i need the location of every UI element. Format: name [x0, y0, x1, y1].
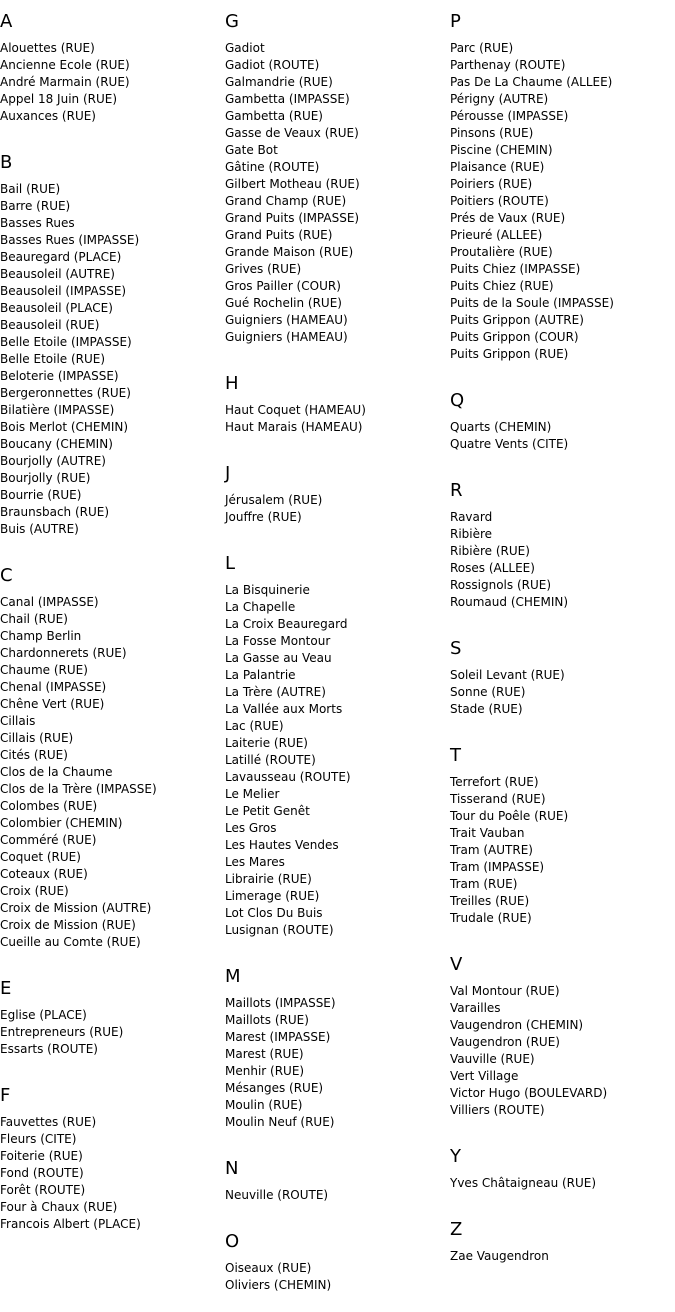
letter-group — [450, 734, 675, 943]
street-name: Lavausseau (ROUTE) — [225, 770, 351, 784]
street-name: Forêt (ROUTE) — [0, 1183, 86, 1197]
street-name: Basses Rues — [0, 216, 75, 230]
street-name: Bois Merlot (CHEMIN) — [0, 420, 129, 434]
column-3 — [450, 0, 675, 1281]
street-name: La Chapelle — [225, 600, 296, 614]
street-name: Prés de Vaux (RUE) — [450, 211, 566, 225]
street-name: Oiseaux (RUE) — [225, 1261, 312, 1275]
column-2 — [225, 0, 450, 1310]
street-name: La Gasse au Veau — [225, 651, 332, 665]
street-name: Gros Pailler (COUR) — [225, 279, 341, 293]
street-name: Gasse de Veaux (RUE) — [225, 126, 359, 140]
street-name: Canal (IMPASSE) — [0, 595, 99, 609]
street-name: Vert Village — [450, 1069, 519, 1083]
street-name: Haut Coquet (HAMEAU) — [225, 403, 366, 417]
street-name: Alouettes (RUE) — [0, 41, 95, 55]
letter-group — [450, 943, 675, 1135]
street-name: Puits Grippon (COUR) — [450, 330, 579, 344]
street-name: Poitiers (ROUTE) — [450, 194, 549, 208]
street-name: Lot Clos Du Buis — [225, 906, 323, 920]
street-name: Zae Vaugendron — [450, 1249, 549, 1263]
letter-group — [450, 1208, 675, 1281]
street-name: Val Montour (RUE) — [450, 984, 560, 998]
street-name: Puits Chiez (IMPASSE) — [450, 262, 581, 276]
street-name: Vaugendron (RUE) — [450, 1035, 560, 1049]
street-name: Bourrie (RUE) — [0, 488, 82, 502]
street-name: Buis (AUTRE) — [0, 522, 79, 536]
street-name: Latillé (ROUTE) — [225, 753, 316, 767]
street-name: Parthenay (ROUTE) — [450, 58, 566, 72]
letter-heading: F — [0, 1085, 11, 1106]
street-name: Lac (RUE) — [225, 719, 284, 733]
street-name: Foiterie (RUE) — [0, 1149, 83, 1163]
street-name: La Bisquinerie — [225, 583, 310, 597]
letter-group — [0, 141, 225, 554]
street-name: Beausoleil (IMPASSE) — [0, 284, 127, 298]
letter-heading: P — [450, 11, 461, 32]
letter-heading: T — [450, 745, 461, 766]
column-1 — [0, 0, 225, 1249]
letter-group — [225, 955, 450, 1147]
street-name: Poiriers (RUE) — [450, 177, 533, 191]
street-name: Puits Grippon (AUTRE) — [450, 313, 584, 327]
street-name: Croix (RUE) — [0, 884, 69, 898]
letter-heading: Q — [450, 390, 465, 411]
street-name: Bilatière (IMPASSE) — [0, 403, 115, 417]
street-name: Stade (RUE) — [450, 702, 523, 716]
street-name: Maillots (IMPASSE) — [225, 996, 336, 1010]
street-name: Menhir (RUE) — [225, 1064, 305, 1078]
street-name: Laiterie (RUE) — [225, 736, 308, 750]
letter-heading: J — [225, 463, 231, 484]
letter-group — [0, 1074, 225, 1249]
street-name: Guigniers (HAMEAU) — [225, 330, 348, 344]
street-name: Oliviers (CHEMIN) — [225, 1278, 332, 1292]
street-name: Librairie (RUE) — [225, 872, 312, 886]
letter-group — [450, 0, 675, 379]
letter-heading: N — [225, 1158, 239, 1179]
street-name: Soleil Levant (RUE) — [450, 668, 565, 682]
street-name: Le Petit Genêt — [225, 804, 310, 818]
street-name: Cités (RUE) — [0, 748, 68, 762]
street-name: Belle Etoile (IMPASSE) — [0, 335, 132, 349]
street-name: La Fosse Montour — [225, 634, 331, 648]
street-name: Belle Etoile (RUE) — [0, 352, 106, 366]
street-name: Beausoleil (PLACE) — [0, 301, 113, 315]
street-name: Gadiot — [225, 41, 265, 55]
street-name: Sonne (RUE) — [450, 685, 526, 699]
letter-group — [225, 1220, 450, 1310]
street-name: Jouffre (RUE) — [225, 510, 302, 524]
street-name: Villiers (ROUTE) — [450, 1103, 545, 1117]
letter-heading: L — [225, 553, 236, 574]
street-name: Trait Vauban — [450, 826, 525, 840]
street-name: Tram (AUTRE) — [450, 843, 533, 857]
street-name: Coquet (RUE) — [0, 850, 81, 864]
street-name: Beausoleil (RUE) — [0, 318, 100, 332]
street-name: Croix de Mission (AUTRE) — [0, 901, 152, 915]
street-name: La Vallée aux Morts — [225, 702, 343, 716]
street-name: Plaisance (RUE) — [450, 160, 545, 174]
street-name: Varailles — [450, 1001, 501, 1015]
letter-group — [0, 967, 225, 1074]
street-name: Basses Rues (IMPASSE) — [0, 233, 140, 247]
letter-heading: R — [450, 480, 463, 501]
letter-heading: A — [0, 11, 13, 32]
street-name: Colombes (RUE) — [0, 799, 98, 813]
street-name: Lusignan (ROUTE) — [225, 923, 334, 937]
street-name: Le Melier — [225, 787, 280, 801]
street-name: André Marmain (RUE) — [0, 75, 130, 89]
street-name: Quatre Vents (CITE) — [450, 437, 569, 451]
street-name: Eglise (PLACE) — [0, 1008, 87, 1022]
street-name: Chenal (IMPASSE) — [0, 680, 107, 694]
street-name: Cillais (RUE) — [0, 731, 74, 745]
street-name: Clos de la Chaume — [0, 765, 113, 779]
letter-group — [450, 1135, 675, 1208]
street-name: Gué Rochelin (RUE) — [225, 296, 342, 310]
street-name: Treilles (RUE) — [450, 894, 530, 908]
street-name: Coteaux (RUE) — [0, 867, 88, 881]
street-name: Périgny (AUTRE) — [450, 92, 549, 106]
street-name: Ravard — [450, 510, 493, 524]
street-name: Cillais — [0, 714, 36, 728]
street-name: Beauregard (PLACE) — [0, 250, 122, 264]
letter-heading: Z — [450, 1219, 463, 1240]
street-name: Mésanges (RUE) — [225, 1081, 324, 1095]
letter-group — [225, 1147, 450, 1220]
street-name: Quarts (CHEMIN) — [450, 420, 552, 434]
street-name: Tram (RUE) — [450, 877, 518, 891]
street-name: Bourjolly (RUE) — [0, 471, 91, 485]
street-name: Puits Chiez (RUE) — [450, 279, 554, 293]
street-name: Vauville (RUE) — [450, 1052, 535, 1066]
street-name: Braunsbach (RUE) — [0, 505, 110, 519]
letter-heading: B — [0, 152, 13, 173]
street-name: Francois Albert (PLACE) — [0, 1217, 141, 1231]
street-name: Appel 18 Juin (RUE) — [0, 92, 118, 106]
street-name: Neuville (ROUTE) — [225, 1188, 329, 1202]
street-name: Champ Berlin — [0, 629, 82, 643]
street-name: Rossignols (RUE) — [450, 578, 552, 592]
street-name: Moulin (RUE) — [225, 1098, 303, 1112]
street-name: Boucany (CHEMIN) — [0, 437, 113, 451]
letter-group — [450, 469, 675, 627]
letter-heading: S — [450, 638, 462, 659]
letter-heading: V — [450, 954, 463, 975]
street-name: Tram (IMPASSE) — [450, 860, 545, 874]
street-name: Tour du Poêle (RUE) — [450, 809, 569, 823]
street-name: Tisserand (RUE) — [450, 792, 546, 806]
street-name: Galmandrie (RUE) — [225, 75, 333, 89]
street-name: La Palantrie — [225, 668, 296, 682]
letter-group — [225, 0, 450, 362]
street-name: Four à Chaux (RUE) — [0, 1200, 118, 1214]
street-name: Fleurs (CITE) — [0, 1132, 77, 1146]
street-name: Gilbert Motheau (RUE) — [225, 177, 360, 191]
street-name: Ribière — [450, 527, 493, 541]
letter-heading: H — [225, 373, 239, 394]
street-name: Colombier (CHEMIN) — [0, 816, 123, 830]
street-name: Roumaud (CHEMIN) — [450, 595, 569, 609]
street-name: Fauvettes (RUE) — [0, 1115, 97, 1129]
street-name: Moulin Neuf (RUE) — [225, 1115, 335, 1129]
street-name: Bail (RUE) — [0, 182, 61, 196]
letter-heading: O — [225, 1231, 240, 1252]
street-name: Gambetta (RUE) — [225, 109, 323, 123]
street-name: Pas De La Chaume (ALLEE) — [450, 75, 613, 89]
street-name: Grand Puits (IMPASSE) — [225, 211, 360, 225]
street-name: Ribière (RUE) — [450, 544, 530, 558]
street-name: Grand Puits (RUE) — [225, 228, 333, 242]
letter-group — [225, 362, 450, 452]
street-name: Terrefort (RUE) — [450, 775, 539, 789]
street-name: Clos de la Trère (IMPASSE) — [0, 782, 157, 796]
street-name: Grand Champ (RUE) — [225, 194, 347, 208]
street-name: Les Hautes Vendes — [225, 838, 339, 852]
letter-group — [450, 379, 675, 469]
street-name: Guigniers (HAMEAU) — [225, 313, 348, 327]
street-name: Beausoleil (AUTRE) — [0, 267, 115, 281]
letter-heading: E — [0, 978, 12, 999]
letter-heading: M — [225, 966, 241, 987]
street-name: Croix de Mission (RUE) — [0, 918, 136, 932]
letter-heading: G — [225, 11, 239, 32]
street-name: Yves Châtaigneau (RUE) — [450, 1176, 597, 1190]
letter-group — [450, 627, 675, 734]
street-name: Gadiot (ROUTE) — [225, 58, 320, 72]
street-name: Bergeronnettes (RUE) — [0, 386, 131, 400]
letter-group — [225, 542, 450, 955]
street-name: Comméré (RUE) — [0, 833, 97, 847]
street-name: Les Gros — [225, 821, 277, 835]
street-name: Bourjolly (AUTRE) — [0, 454, 106, 468]
letter-group — [0, 0, 225, 141]
street-name: Vaugendron (CHEMIN) — [450, 1018, 584, 1032]
street-name: Marest (RUE) — [225, 1047, 304, 1061]
street-name: Chêne Vert (RUE) — [0, 697, 105, 711]
street-name: Essarts (ROUTE) — [0, 1042, 98, 1056]
street-name: Gambetta (IMPASSE) — [225, 92, 350, 106]
street-name: Auxances (RUE) — [0, 109, 96, 123]
street-name: Fond (ROUTE) — [0, 1166, 84, 1180]
street-name: La Trère (AUTRE) — [225, 685, 326, 699]
street-name: Piscine (CHEMIN) — [450, 143, 553, 157]
street-name: Chail (RUE) — [0, 612, 68, 626]
street-name: Marest (IMPASSE) — [225, 1030, 331, 1044]
street-name: Les Mares — [225, 855, 285, 869]
street-name: Entrepreneurs (RUE) — [0, 1025, 124, 1039]
street-name: Jérusalem (RUE) — [225, 493, 323, 507]
street-name: La Croix Beauregard — [225, 617, 348, 631]
street-name: Barre (RUE) — [0, 199, 71, 213]
street-name: Chaume (RUE) — [0, 663, 88, 677]
street-name: Grande Maison (RUE) — [225, 245, 354, 259]
street-name: Grives (RUE) — [225, 262, 302, 276]
street-name: Victor Hugo (BOULEVARD) — [450, 1086, 608, 1100]
street-name: Gâtine (ROUTE) — [225, 160, 320, 174]
street-name: Ancienne Ecole (RUE) — [0, 58, 130, 72]
street-name: Trudale (RUE) — [450, 911, 532, 925]
street-name: Pinsons (RUE) — [450, 126, 534, 140]
letter-group — [0, 554, 225, 967]
street-name: Haut Marais (HAMEAU) — [225, 420, 363, 434]
street-name: Prieuré (ALLEE) — [450, 228, 543, 242]
street-name: Proutalière (RUE) — [450, 245, 553, 259]
street-name: Roses (ALLEE) — [450, 561, 535, 575]
letter-heading: C — [0, 565, 13, 586]
street-name: Limerage (RUE) — [225, 889, 320, 903]
street-name: Pérousse (IMPASSE) — [450, 109, 569, 123]
street-name: Gate Bot — [225, 143, 278, 157]
letter-group — [225, 452, 450, 542]
street-name: Puits Grippon (RUE) — [450, 347, 569, 361]
street-name: Maillots (RUE) — [225, 1013, 309, 1027]
street-name: Cueille au Comte (RUE) — [0, 935, 141, 949]
street-name: Puits de la Soule (IMPASSE) — [450, 296, 614, 310]
street-name: Parc (RUE) — [450, 41, 514, 55]
letter-heading: Y — [450, 1146, 461, 1167]
street-name: Chardonnerets (RUE) — [0, 646, 127, 660]
street-name: Beloterie (IMPASSE) — [0, 369, 119, 383]
